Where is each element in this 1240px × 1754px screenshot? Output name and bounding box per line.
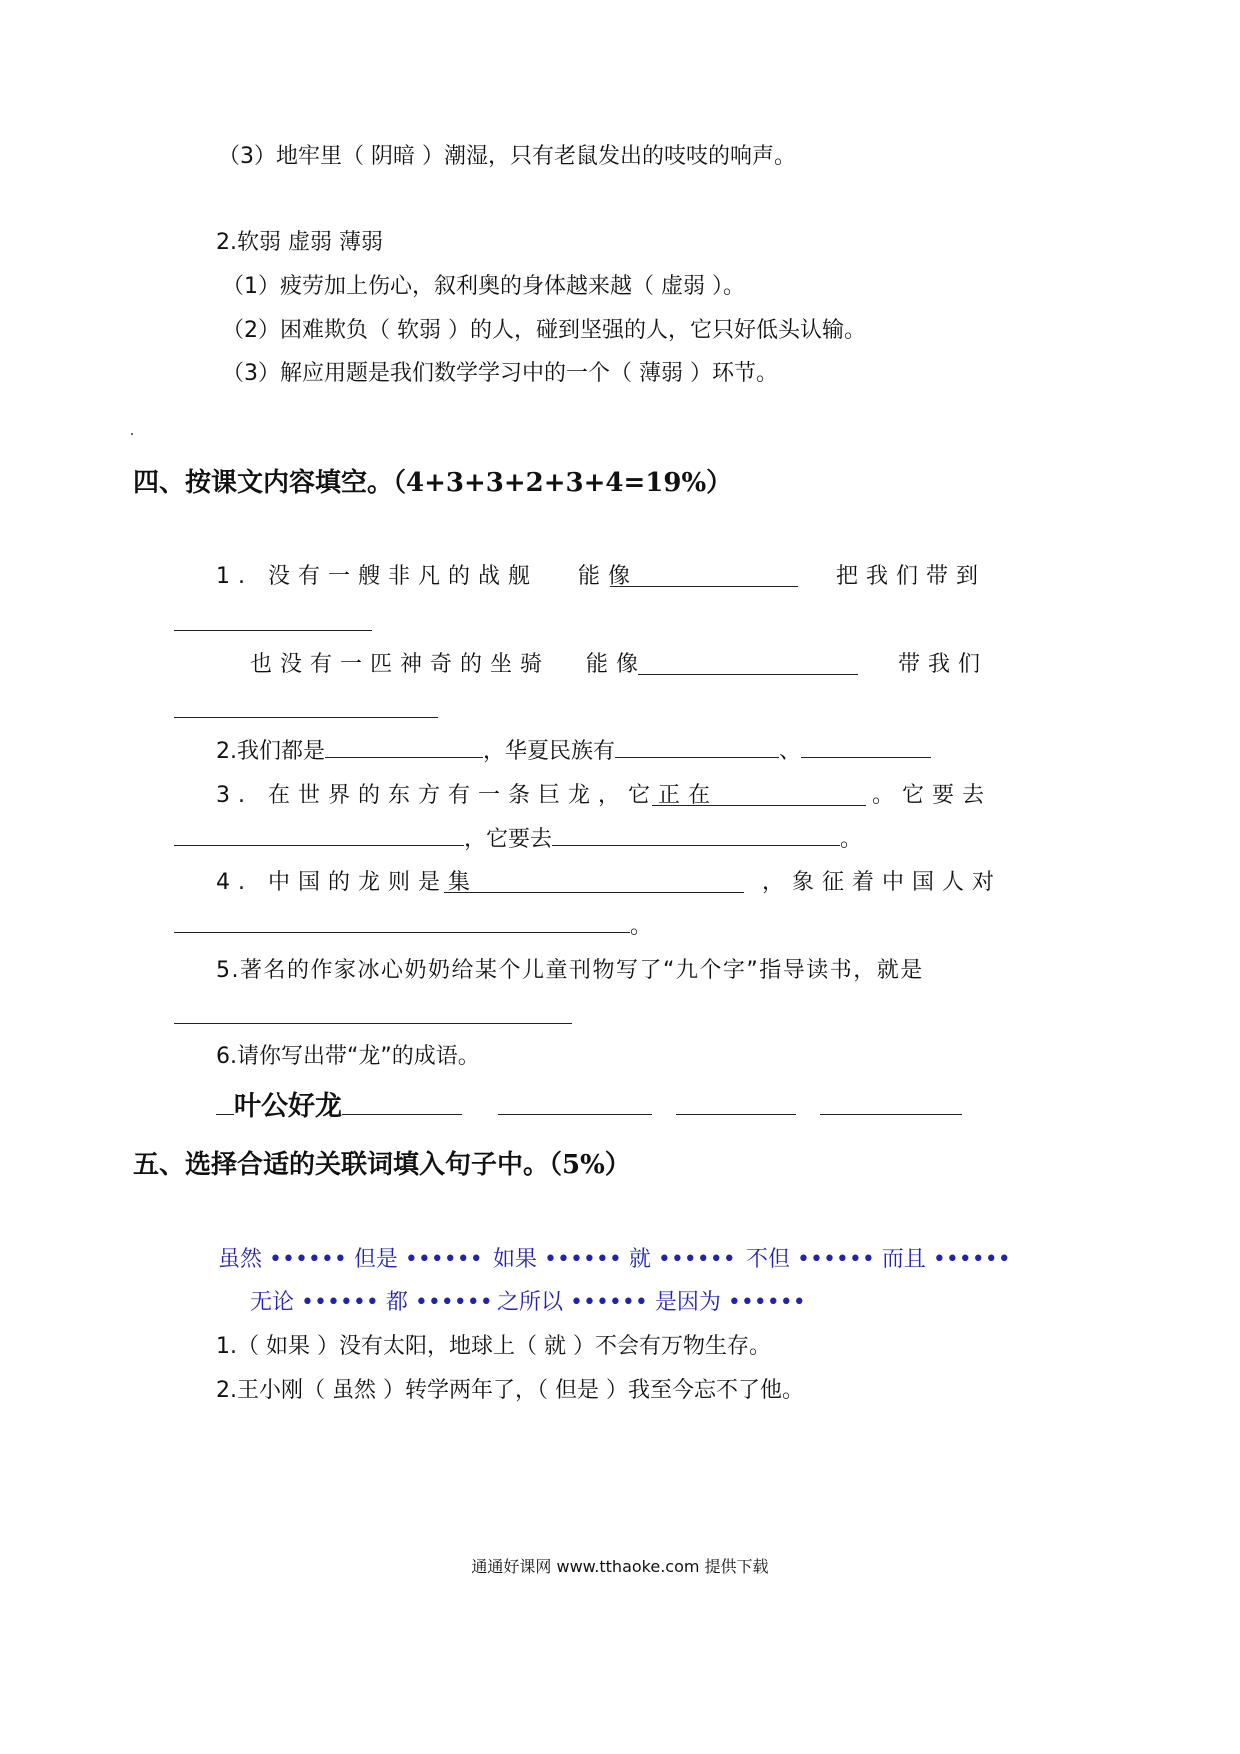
s4-q1-text-f: 带我们 — [898, 652, 989, 677]
s4-q2-blank-1[interactable] — [325, 737, 483, 758]
group2-sentence-2: （2）困难欺负（ 软弱 ）的人，碰到坚强的人，它只好低头认输。 — [222, 318, 866, 343]
s4-q1-text-c: 把我们带到 — [836, 564, 987, 589]
s4-q1-blank-1[interactable] — [610, 566, 798, 587]
s4-q1-line1 — [216, 562, 638, 592]
s4-q6-blank-1[interactable] — [342, 1094, 462, 1115]
s4-q2-text-a: 2.我们都是 — [216, 739, 325, 764]
word-group-2: 2.软弱 虚弱 薄弱 — [216, 230, 383, 255]
s4-q1-blank-4[interactable] — [174, 697, 438, 718]
s5-sentence-1: 1.（ 如果 ）没有太阳，地球上（ 就 ）不会有万物生存。 — [216, 1334, 771, 1359]
s4-q4-blank-1[interactable] — [444, 872, 744, 893]
s4-q1-text-b: 能像 — [577, 564, 638, 589]
conj-row1-item-2: 如果 •••••• 就 •••••• — [493, 1247, 736, 1272]
conj-row1-item-1: 虽然 •••••• 但是 •••••• — [218, 1247, 483, 1272]
s4-q6-answers — [216, 1092, 962, 1124]
s4-q1-text-e: 能像 — [586, 652, 647, 677]
s4-q2-blank-3[interactable] — [801, 737, 931, 758]
s4-q4-text-b: ，象征着中国人对 — [762, 870, 1003, 895]
s4-q3-text-d: 。 — [840, 827, 863, 852]
s4-q6-answer: 叶公好龙 — [234, 1091, 342, 1122]
s4-q1-blank-2[interactable] — [174, 610, 372, 631]
s4-q2-text-c: 、 — [779, 739, 802, 764]
conj-row2-item-1: 无论 •••••• 都 •••••• — [250, 1290, 493, 1315]
s5-sentence-2: 2.王小刚（ 虽然 ）转学两年了，（ 但是 ）我至今忘不了他。 — [216, 1378, 804, 1403]
s4-q3-text-c: ，它要去 — [464, 827, 553, 852]
s4-q6-blank-4[interactable] — [820, 1094, 962, 1115]
s4-q3-text-a: 3. 在世界的东方有一条巨龙，它正在 — [216, 783, 718, 808]
conj-row2-item-2: 之所以 •••••• 是因为 •••••• — [497, 1290, 806, 1315]
s4-q4-blank-2[interactable] — [174, 912, 630, 933]
s4-q1-blank-3[interactable] — [638, 654, 858, 675]
s4-q1-text-a: 1. 没有一艘非凡的战舰 — [216, 564, 538, 589]
s4-q2-text-b: ，华夏民族有 — [483, 739, 616, 764]
s4-q4-text-c: 。 — [630, 914, 653, 939]
s4-q6-blank-3[interactable] — [676, 1094, 796, 1115]
s4-q2-line — [216, 737, 931, 767]
group2-sentence-3: （3）解应用题是我们数学学习中的一个（ 薄弱 ）环节。 — [222, 361, 778, 386]
s4-q6-blank-2[interactable] — [498, 1094, 652, 1115]
s4-q4-text-a: 4. 中国的龙则是集 — [216, 870, 478, 895]
s4-q6-lead — [216, 1094, 234, 1115]
section4-heading: 四、按课文内容填空。（4+3+3+2+3+4=19%） — [133, 468, 733, 498]
conj-row1-item-3: 不但 •••••• 而且 •••••• — [746, 1247, 1011, 1272]
s4-q3-line2 — [174, 825, 862, 855]
s4-q2-blank-2[interactable] — [615, 737, 779, 758]
s4-q3-blank-1[interactable] — [652, 785, 866, 806]
s4-q3-blank-2[interactable] — [174, 825, 464, 846]
stray-dot — [131, 433, 133, 435]
group2-sentence-1: （1）疲劳加上伤心，叙利奥的身体越来越（ 虚弱 ）。 — [222, 274, 745, 299]
q3-sentence: （3）地牢里（ 阴暗 ）潮湿，只有老鼠发出的吱吱的响声。 — [218, 144, 796, 169]
s4-q5-blank[interactable] — [174, 1003, 572, 1024]
s4-q1-line2 — [250, 650, 646, 680]
footer-text: 通通好课网 www.tthaoke.com 提供下载 — [471, 1557, 769, 1576]
s4-q1-text-d: 也没有一匹神奇的坐骑 — [250, 652, 551, 677]
s4-q3-blank-3[interactable] — [552, 825, 840, 846]
s4-q6-text: 6.请你写出带“龙”的成语。 — [216, 1044, 480, 1069]
s4-q5-text: 5.著名的作家冰心奶奶给某个儿童刊物写了“九个字”指导读书，就是 — [216, 958, 924, 983]
s4-q3-text-b: 。它要去 — [872, 783, 993, 808]
s4-q4-line2 — [174, 912, 652, 942]
section5-heading: 五、选择合适的关联词填入句子中。（5%） — [133, 1150, 631, 1180]
